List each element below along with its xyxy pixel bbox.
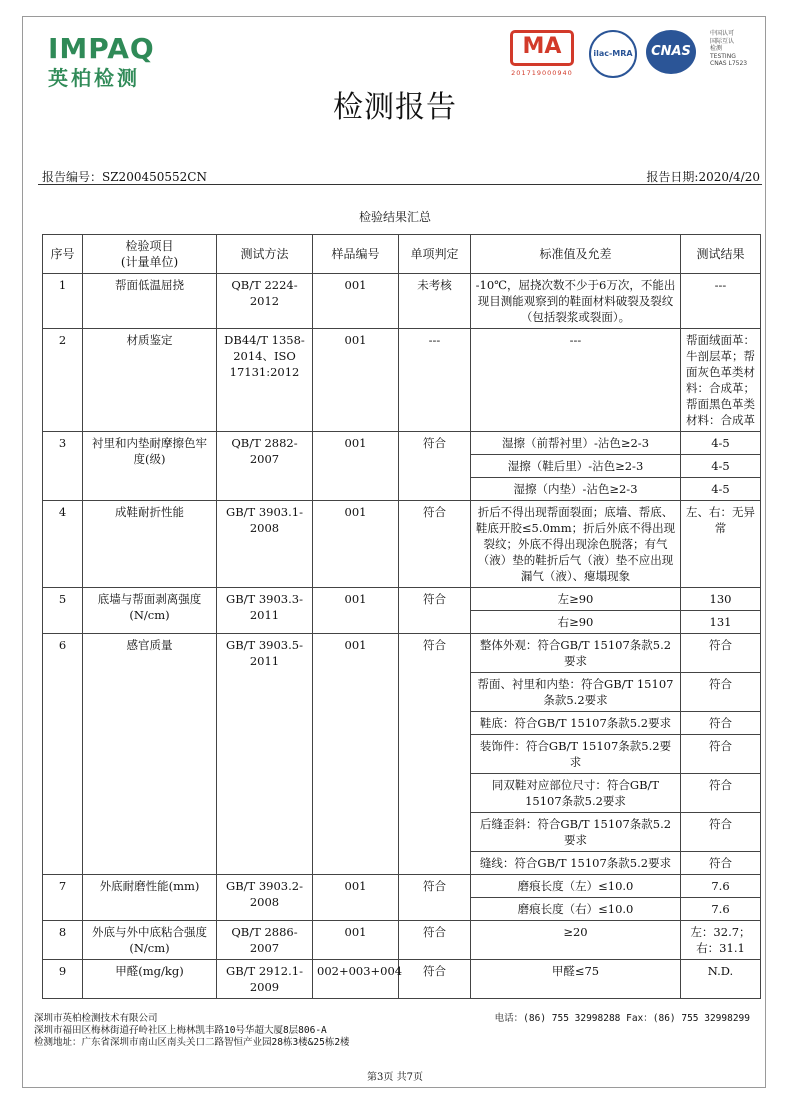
cell-standard: 折后不得出现帮面裂面；底墙、帮底、鞋底开胶≤5.0mm；折后外底不得出现裂纹；外底不得出现涂色脱落；有气（液）垫的鞋折后气（液）垫不应出现漏气（液）、瘪塌现象 bbox=[471, 501, 681, 588]
footer-company: 深圳市英柏检测技术有限公司 bbox=[34, 1013, 158, 1024]
cell-standard: 湿擦（内垫）-沾色≥2-3 bbox=[471, 478, 681, 501]
cell-standard: 右≥90 bbox=[471, 611, 681, 634]
table-row bbox=[43, 634, 761, 673]
cell-item: 外底与外中底粘合强度(N/cm) bbox=[83, 921, 217, 960]
cell-verdict: --- bbox=[399, 329, 471, 432]
ilac-logo: ilac-MRA bbox=[589, 30, 637, 78]
cma-mark bbox=[510, 30, 574, 77]
cell-standard: 磨痕长度（右）≤10.0 bbox=[471, 898, 681, 921]
cell-item: 材质鉴定 bbox=[83, 329, 217, 432]
cell-sample: 001 bbox=[313, 432, 399, 501]
cell-method: GB/T 3903.5-2011 bbox=[217, 634, 313, 875]
cell-sample: 001 bbox=[313, 634, 399, 875]
cnas-caption bbox=[710, 30, 762, 68]
cell-verdict: 符合 bbox=[399, 432, 471, 501]
table-row bbox=[43, 432, 761, 455]
cell-standard: 鞋底：符合GB/T 15107条款5.2要求 bbox=[471, 712, 681, 735]
cnas-caption-line: 检测 bbox=[710, 45, 723, 52]
cnas-caption-line: CNAS L7523 bbox=[710, 60, 748, 67]
document-title: 检测报告 bbox=[333, 90, 457, 125]
cell-standard: 装饰件：符合GB/T 15107条款5.2要求 bbox=[471, 735, 681, 774]
cell-verdict: 符合 bbox=[399, 634, 471, 875]
cell-result: 131 bbox=[681, 611, 761, 634]
cell-item: 甲醛(mg/kg) bbox=[83, 960, 217, 999]
cell-standard: 磨痕长度（左）≤10.0 bbox=[471, 875, 681, 898]
cell-method: QB/T 2882-2007 bbox=[217, 432, 313, 501]
header-method: 测试方法 bbox=[217, 235, 313, 274]
table-title: 检验结果汇总 bbox=[358, 210, 431, 224]
table-row bbox=[43, 329, 761, 432]
cell-seq: 3 bbox=[43, 432, 83, 501]
cell-standard: -10℃，屈挠次数不少于6万次，不能出现目测能观察到的鞋面材料破裂及裂纹（包括裂浆或裂面）。 bbox=[471, 274, 681, 329]
cell-sample: 001 bbox=[313, 274, 399, 329]
table-header-row bbox=[43, 235, 761, 274]
cell-item: 外底耐磨性能(mm) bbox=[83, 875, 217, 921]
header-divider bbox=[38, 184, 762, 185]
cell-seq: 7 bbox=[43, 875, 83, 921]
ilac-mark bbox=[588, 30, 638, 76]
cell-seq: 6 bbox=[43, 634, 83, 875]
table-row bbox=[43, 274, 761, 329]
header-item bbox=[83, 235, 217, 274]
cnas-caption-line: TESTING bbox=[710, 52, 736, 60]
footer-address: 深圳市福田区梅林街道孖岭社区上梅林凯丰路10号华超大厦8层806-A bbox=[34, 1025, 327, 1036]
footer-line-1 bbox=[34, 1013, 750, 1025]
cell-item: 底墙与帮面剥离强度(N/cm) bbox=[83, 588, 217, 634]
cell-result: 帮面绒面革：牛剖层革；帮面灰色革类材料：合成革；帮面黑色革类材料：合成革 bbox=[681, 329, 761, 432]
table-row bbox=[43, 875, 761, 898]
cell-seq: 1 bbox=[43, 274, 83, 329]
header-sample: 样品编号 bbox=[313, 235, 399, 274]
header-seq: 序号 bbox=[43, 235, 83, 274]
cell-standard: 湿擦（前帮衬里）-沾色≥2-3 bbox=[471, 432, 681, 455]
company-logo-cn: 英柏检测 bbox=[48, 66, 140, 90]
cell-result: 4-5 bbox=[681, 455, 761, 478]
header-item-name: 检验项目 bbox=[125, 239, 174, 253]
report-number: 报告编号：SZ200450552CN bbox=[42, 170, 207, 184]
header-standard: 标准值及允差 bbox=[471, 235, 681, 274]
header-item-unit: (计量单位) bbox=[120, 255, 179, 269]
table-row bbox=[43, 960, 761, 999]
cell-verdict: 符合 bbox=[399, 588, 471, 634]
cell-standard: 同双鞋对应部位尺寸：符合GB/T 15107条款5.2要求 bbox=[471, 774, 681, 813]
table-row bbox=[43, 921, 761, 960]
cell-method: GB/T 3903.1-2008 bbox=[217, 501, 313, 588]
cell-standard: 帮面、衬里和内垫：符合GB/T 15107条款5.2要求 bbox=[471, 673, 681, 712]
cell-standard: 缝线：符合GB/T 15107条款5.2要求 bbox=[471, 852, 681, 875]
report-date: 报告日期:2020/4/20 bbox=[646, 170, 760, 184]
cma-number: 201719000940 bbox=[511, 69, 573, 77]
cell-standard: 整体外观：符合GB/T 15107条款5.2要求 bbox=[471, 634, 681, 673]
cell-result: 符合 bbox=[681, 774, 761, 813]
cell-verdict: 符合 bbox=[399, 501, 471, 588]
cell-result: 符合 bbox=[681, 634, 761, 673]
cell-seq: 8 bbox=[43, 921, 83, 960]
cell-verdict: 符合 bbox=[399, 960, 471, 999]
cell-result: 7.6 bbox=[681, 875, 761, 898]
table-row bbox=[43, 588, 761, 611]
cell-seq: 5 bbox=[43, 588, 83, 634]
cnas-logo: CNAS bbox=[646, 30, 696, 74]
cell-standard: 湿擦（鞋后里）-沾色≥2-3 bbox=[471, 455, 681, 478]
cell-standard: 甲醛≤75 bbox=[471, 960, 681, 999]
cell-result: 符合 bbox=[681, 712, 761, 735]
cell-item: 成鞋耐折性能 bbox=[83, 501, 217, 588]
cnas-caption-line: 国际互认 bbox=[710, 37, 735, 45]
cell-result: 符合 bbox=[681, 673, 761, 712]
cell-result: 7.6 bbox=[681, 898, 761, 921]
cnas-caption-line: 中国认可 bbox=[710, 30, 735, 37]
cell-result: 左：32.7；右：31.1 bbox=[681, 921, 761, 960]
page-number: 第3页 共7页 bbox=[367, 1072, 423, 1083]
cell-method: QB/T 2886-2007 bbox=[217, 921, 313, 960]
cell-item: 衬里和内垫耐摩擦色牢度(级) bbox=[83, 432, 217, 501]
cell-sample: 001 bbox=[313, 329, 399, 432]
company-logo-en: IMPAQ bbox=[48, 32, 155, 65]
header-result: 测试结果 bbox=[681, 235, 761, 274]
cell-item: 帮面低温屈挠 bbox=[83, 274, 217, 329]
cell-verdict: 符合 bbox=[399, 875, 471, 921]
cell-sample: 001 bbox=[313, 875, 399, 921]
cell-seq: 9 bbox=[43, 960, 83, 999]
cell-result: 130 bbox=[681, 588, 761, 611]
cell-standard: ≥20 bbox=[471, 921, 681, 960]
results-table bbox=[42, 234, 761, 999]
cell-result: 4-5 bbox=[681, 478, 761, 501]
cell-standard: 后缝歪斜：符合GB/T 15107条款5.2要求 bbox=[471, 813, 681, 852]
cell-method: QB/T 2224-2012 bbox=[217, 274, 313, 329]
cell-method: GB/T 3903.3-2011 bbox=[217, 588, 313, 634]
cell-verdict: 符合 bbox=[399, 921, 471, 960]
cell-result: 符合 bbox=[681, 735, 761, 774]
cell-sample: 001 bbox=[313, 588, 399, 634]
cell-verdict: 未考核 bbox=[399, 274, 471, 329]
cell-item: 感官质量 bbox=[83, 634, 217, 875]
footer-phone: 电话：(86) 755 32998288 Fax：(86) 755 32998299 bbox=[494, 1013, 750, 1024]
cell-seq: 4 bbox=[43, 501, 83, 588]
cell-result: --- bbox=[681, 274, 761, 329]
table-row bbox=[43, 501, 761, 588]
header-verdict: 单项判定 bbox=[399, 235, 471, 274]
cell-result: 4-5 bbox=[681, 432, 761, 455]
cnas-mark bbox=[646, 30, 704, 76]
cell-result: N.D. bbox=[681, 960, 761, 999]
cma-logo: MA bbox=[510, 30, 574, 66]
cell-method: GB/T 2912.1-2009 bbox=[217, 960, 313, 999]
footer-test-address: 检测地址：广东省深圳市南山区南头关口二路智恒产业园28栋3楼&25栋2楼 bbox=[34, 1037, 350, 1048]
cell-result: 左、右：无异常 bbox=[681, 501, 761, 588]
cell-result: 符合 bbox=[681, 813, 761, 852]
cell-method: DB44/T 1358-2014、ISO 17131:2012 bbox=[217, 329, 313, 432]
cell-seq: 2 bbox=[43, 329, 83, 432]
cell-sample: 001 bbox=[313, 501, 399, 588]
cell-sample: 001 bbox=[313, 921, 399, 960]
cell-result: 符合 bbox=[681, 852, 761, 875]
cell-standard: 左≥90 bbox=[471, 588, 681, 611]
cell-sample: 002+003+004 bbox=[313, 960, 399, 999]
cell-method: GB/T 3903.2-2008 bbox=[217, 875, 313, 921]
cell-standard: --- bbox=[471, 329, 681, 432]
